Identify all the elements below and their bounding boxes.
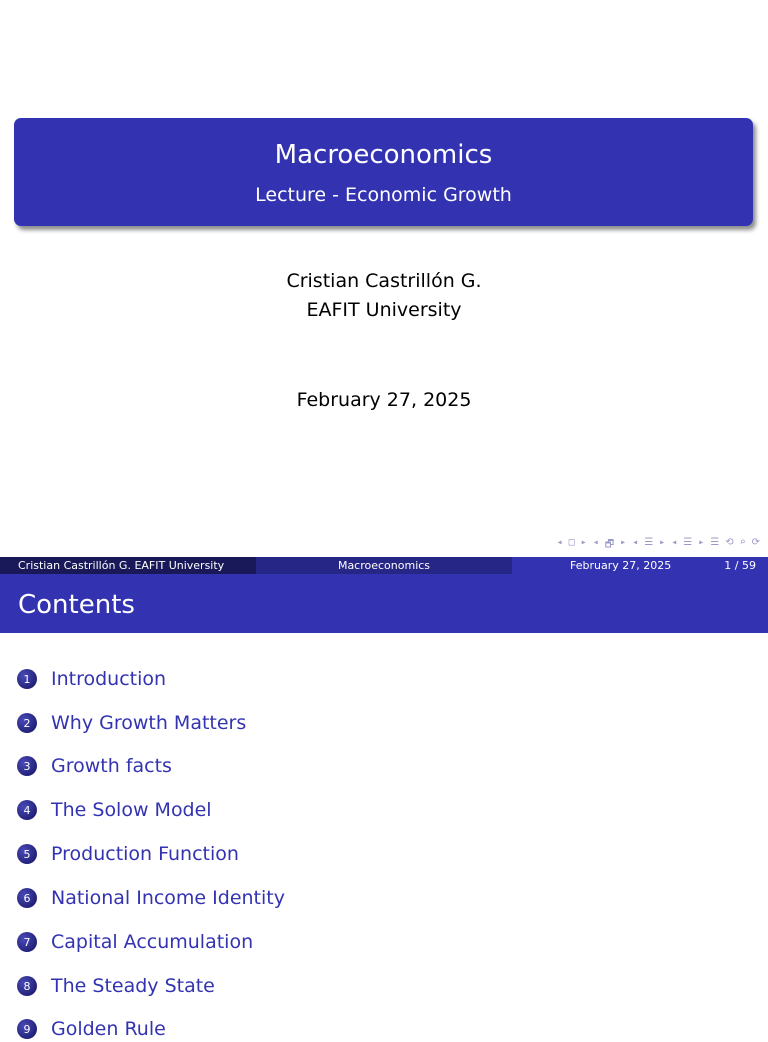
nav-right-arrow-icon[interactable]: ▸ bbox=[620, 537, 627, 548]
toc-number-badge: 1 bbox=[17, 669, 37, 689]
table-of-contents bbox=[0, 633, 768, 1040]
toc-number-badge: 5 bbox=[17, 844, 37, 864]
nav-back-icon[interactable]: ⟲ bbox=[725, 537, 734, 548]
toc-item-label[interactable]: Golden Rule bbox=[51, 1018, 166, 1040]
toc-number-badge: 6 bbox=[17, 888, 37, 908]
nav-section-icon[interactable]: ☰ bbox=[644, 537, 654, 548]
nav-document-icon[interactable]: ☰ bbox=[683, 537, 693, 548]
nav-right-arrow-icon[interactable]: ▸ bbox=[698, 537, 705, 548]
toc-item-label[interactable]: Growth facts bbox=[51, 755, 172, 777]
toc-item-label[interactable]: The Solow Model bbox=[51, 799, 212, 821]
contents-frame-title bbox=[0, 574, 768, 633]
nav-subsection-icon[interactable]: 🗗 bbox=[604, 539, 615, 550]
toc-item-label[interactable]: Introduction bbox=[51, 668, 167, 690]
toc-item-growth-facts[interactable] bbox=[17, 753, 172, 779]
nav-appendix-icon[interactable]: ☰ bbox=[710, 537, 720, 548]
title-block bbox=[14, 118, 753, 226]
toc-number-badge: 3 bbox=[17, 756, 37, 776]
nav-left-arrow-icon[interactable]: ◂ bbox=[632, 537, 639, 548]
toc-number-badge: 8 bbox=[17, 976, 37, 996]
toc-item-golden-rule[interactable] bbox=[17, 1016, 166, 1042]
author-block bbox=[0, 267, 768, 325]
presentation-date: February 27, 2025 bbox=[296, 389, 472, 411]
nav-search-icon[interactable]: ⌕ bbox=[739, 537, 746, 548]
presentation-subtitle: Lecture - Economic Growth bbox=[255, 184, 512, 206]
nav-left-arrow-icon[interactable]: ◂ bbox=[556, 537, 563, 548]
toc-item-steady-state[interactable] bbox=[17, 973, 215, 999]
toc-number-badge: 9 bbox=[17, 1019, 37, 1039]
toc-number-badge: 7 bbox=[17, 932, 37, 952]
toc-item-national-income-identity[interactable] bbox=[17, 885, 285, 911]
contents-heading: Contents bbox=[18, 590, 135, 620]
footer-date-page bbox=[512, 557, 768, 574]
toc-item-solow-model[interactable] bbox=[17, 797, 212, 823]
nav-frame-icon[interactable]: □ bbox=[568, 537, 575, 548]
slide-footer bbox=[0, 557, 768, 574]
footer-title: Macroeconomics bbox=[256, 557, 512, 574]
toc-item-introduction[interactable] bbox=[17, 666, 166, 692]
toc-item-why-growth-matters[interactable] bbox=[17, 710, 246, 736]
toc-item-label[interactable]: Production Function bbox=[51, 843, 239, 865]
nav-left-arrow-icon[interactable]: ◂ bbox=[592, 537, 599, 548]
nav-forward-icon[interactable]: ⟳ bbox=[751, 537, 760, 548]
beamer-navigation-bar bbox=[557, 537, 760, 554]
nav-right-arrow-icon[interactable]: ▸ bbox=[659, 537, 666, 548]
toc-item-label[interactable]: The Steady State bbox=[51, 975, 215, 997]
institution-name: EAFIT University bbox=[306, 299, 462, 321]
toc-item-label[interactable]: Capital Accumulation bbox=[51, 931, 254, 953]
toc-item-label[interactable]: Why Growth Matters bbox=[51, 712, 247, 734]
footer-author: Cristian Castrillón G. EAFIT University bbox=[0, 557, 256, 574]
toc-number-badge: 2 bbox=[17, 713, 37, 733]
toc-item-production-function[interactable] bbox=[17, 841, 239, 867]
nav-left-arrow-icon[interactable]: ◂ bbox=[671, 537, 678, 548]
footer-date: February 27, 2025 bbox=[570, 559, 672, 572]
toc-number-badge: 4 bbox=[17, 800, 37, 820]
toc-item-label[interactable]: National Income Identity bbox=[51, 887, 285, 909]
nav-right-arrow-icon[interactable]: ▸ bbox=[580, 537, 587, 548]
toc-item-capital-accumulation[interactable] bbox=[17, 929, 253, 955]
author-name: Cristian Castrillón G. bbox=[286, 270, 482, 292]
presentation-title: Macroeconomics bbox=[274, 140, 493, 170]
footer-page-number: 1 / 59 bbox=[724, 559, 756, 572]
